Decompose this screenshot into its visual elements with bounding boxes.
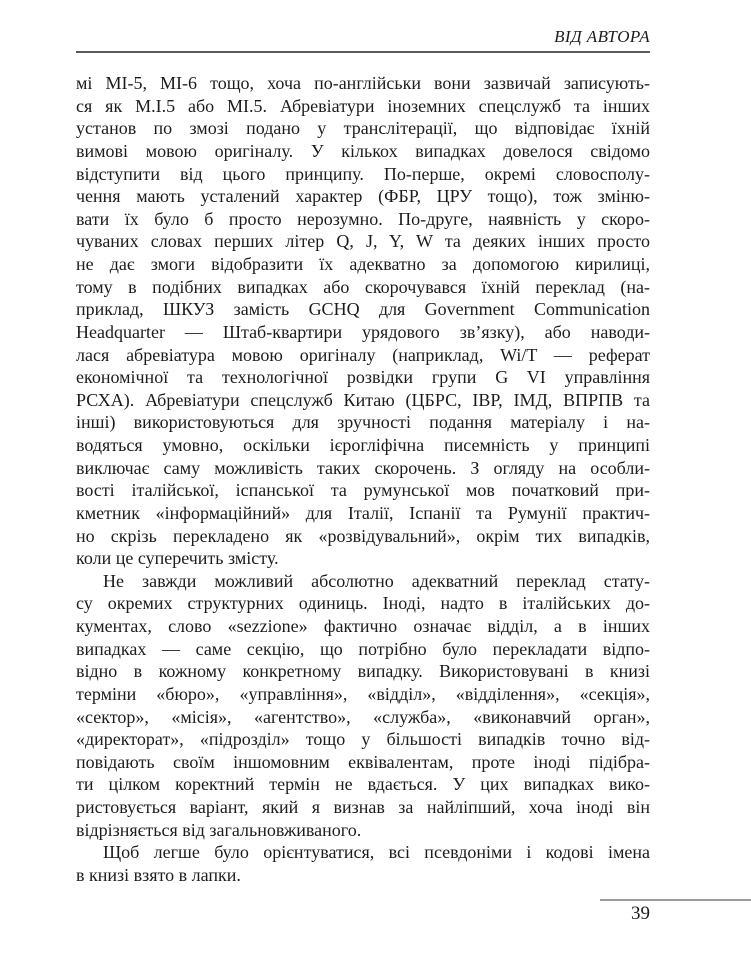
text-line: лася абревіатура мовою оригіналу (наприклад, Wi/T — реферат — [76, 344, 650, 365]
text-line: вимові мовою оригіналу. У кількох випадках довелося свідомо — [76, 140, 650, 161]
text-line: Щоб легше було орієнтуватися, всі псевдоніми і кодові імена — [103, 842, 650, 863]
text-line: «директорат», «підрозділ» тощо у більшості випадків точно від- — [76, 729, 650, 750]
text-line: чуваних словах перших літер Q, J, Y, W та деяких інших просто — [76, 231, 650, 252]
text-line: «сектор», «місія», «агентство», «служба», «виконавчий орган», — [76, 706, 650, 727]
text-line: тому в подібних випадках або скорочувався їхній переклад (на- — [76, 276, 650, 297]
paragraph — [76, 72, 650, 570]
text-line: но скрізь перекладено як «розвідувальний», окрім тих випадків, — [76, 525, 650, 546]
text-line: вати їх було б просто нерозумно. По-друге, наявність у скоро- — [76, 208, 650, 229]
text-line: відступити від цього принципу. По-перше, окремі словосполу- — [76, 163, 650, 184]
paragraph — [76, 841, 650, 886]
text-line: терміни «бюро», «управління», «відділ», «відділення», «секція», — [76, 683, 650, 704]
paragraph — [76, 570, 650, 842]
text-line: ся як М.І.5 або МІ.5. Абревіатури іноземних спецслужб та інших — [76, 95, 650, 116]
text-line: су окремих структурних одиниць. Іноді, надто в італійських до- — [76, 593, 650, 614]
text-line: в книзі взято в лапки. — [76, 864, 241, 885]
text-line: приклад, ШКУЗ замість GCHQ для Government Communication — [76, 299, 650, 320]
text-line: Не завжди можливий абсолютно адекватний переклад стату- — [103, 570, 650, 591]
text-line: повідають своїм іншомовним еквівалентам, проте іноді підібра- — [76, 751, 650, 772]
text-line: мі МІ-5, МІ-6 тощо, хоча по-англійськи вони зазвичай записують- — [76, 73, 650, 93]
text-line: РСХА). Абревіатури спецслужб Китаю (ЦБРС, ІВР, ІМД, ВПРПВ та — [76, 389, 650, 410]
text-line: установ по змозі подано у транслітерації, що відповідає їхній — [76, 118, 650, 139]
text-line: випадках — саме секцію, що потрібно було перекладати відпо- — [76, 638, 650, 659]
text-line: відрізняється від загальновживаного. — [76, 819, 362, 840]
text-line: ти цілком коректний термін не вдається. У цих випадках вико- — [76, 774, 650, 795]
text-line: кметник «інформаційний» для Італії, Іспанії та Румунії практич- — [76, 502, 650, 523]
text-body — [76, 72, 650, 887]
text-line: інші) використовуються для зручності подання матеріалу і на- — [76, 412, 650, 433]
text-line: виключає саму можливість таких скорочень. З огляду на особли- — [76, 457, 650, 478]
page-number: 39 — [631, 903, 650, 924]
text-line: чення мають усталений характер (ФБР, ЦРУ тощо), тож зміню- — [76, 186, 650, 207]
text-line: водяться умовно, оскільки ієрогліфічна писемність у принципі — [76, 435, 650, 455]
text-line: вості італійської, іспанської та румунської мов початковий при- — [76, 480, 650, 501]
text-line: кументах, слово «sezzione» фактично означає відділ, а в інших — [76, 616, 650, 636]
footer-rule — [600, 899, 751, 901]
running-head: ВІД АВТОРА — [76, 27, 650, 53]
text-line: економічної та технологічної розвідки групи G VI управління — [76, 367, 650, 388]
text-line: коли це суперечить змісту. — [76, 548, 279, 569]
text-line: ристовується варіант, який я визнав за найліпший, хоча іноді він — [76, 797, 650, 817]
text-line: не дає змоги відобразити їх адекватно за допомогою кирилиці, — [76, 254, 650, 274]
text-line: відно в кожному конкретному випадку. Використовувані в книзі — [76, 661, 650, 682]
text-line: Headquarter — Штаб-квартири урядового зв’язку), або наводи- — [76, 321, 650, 342]
